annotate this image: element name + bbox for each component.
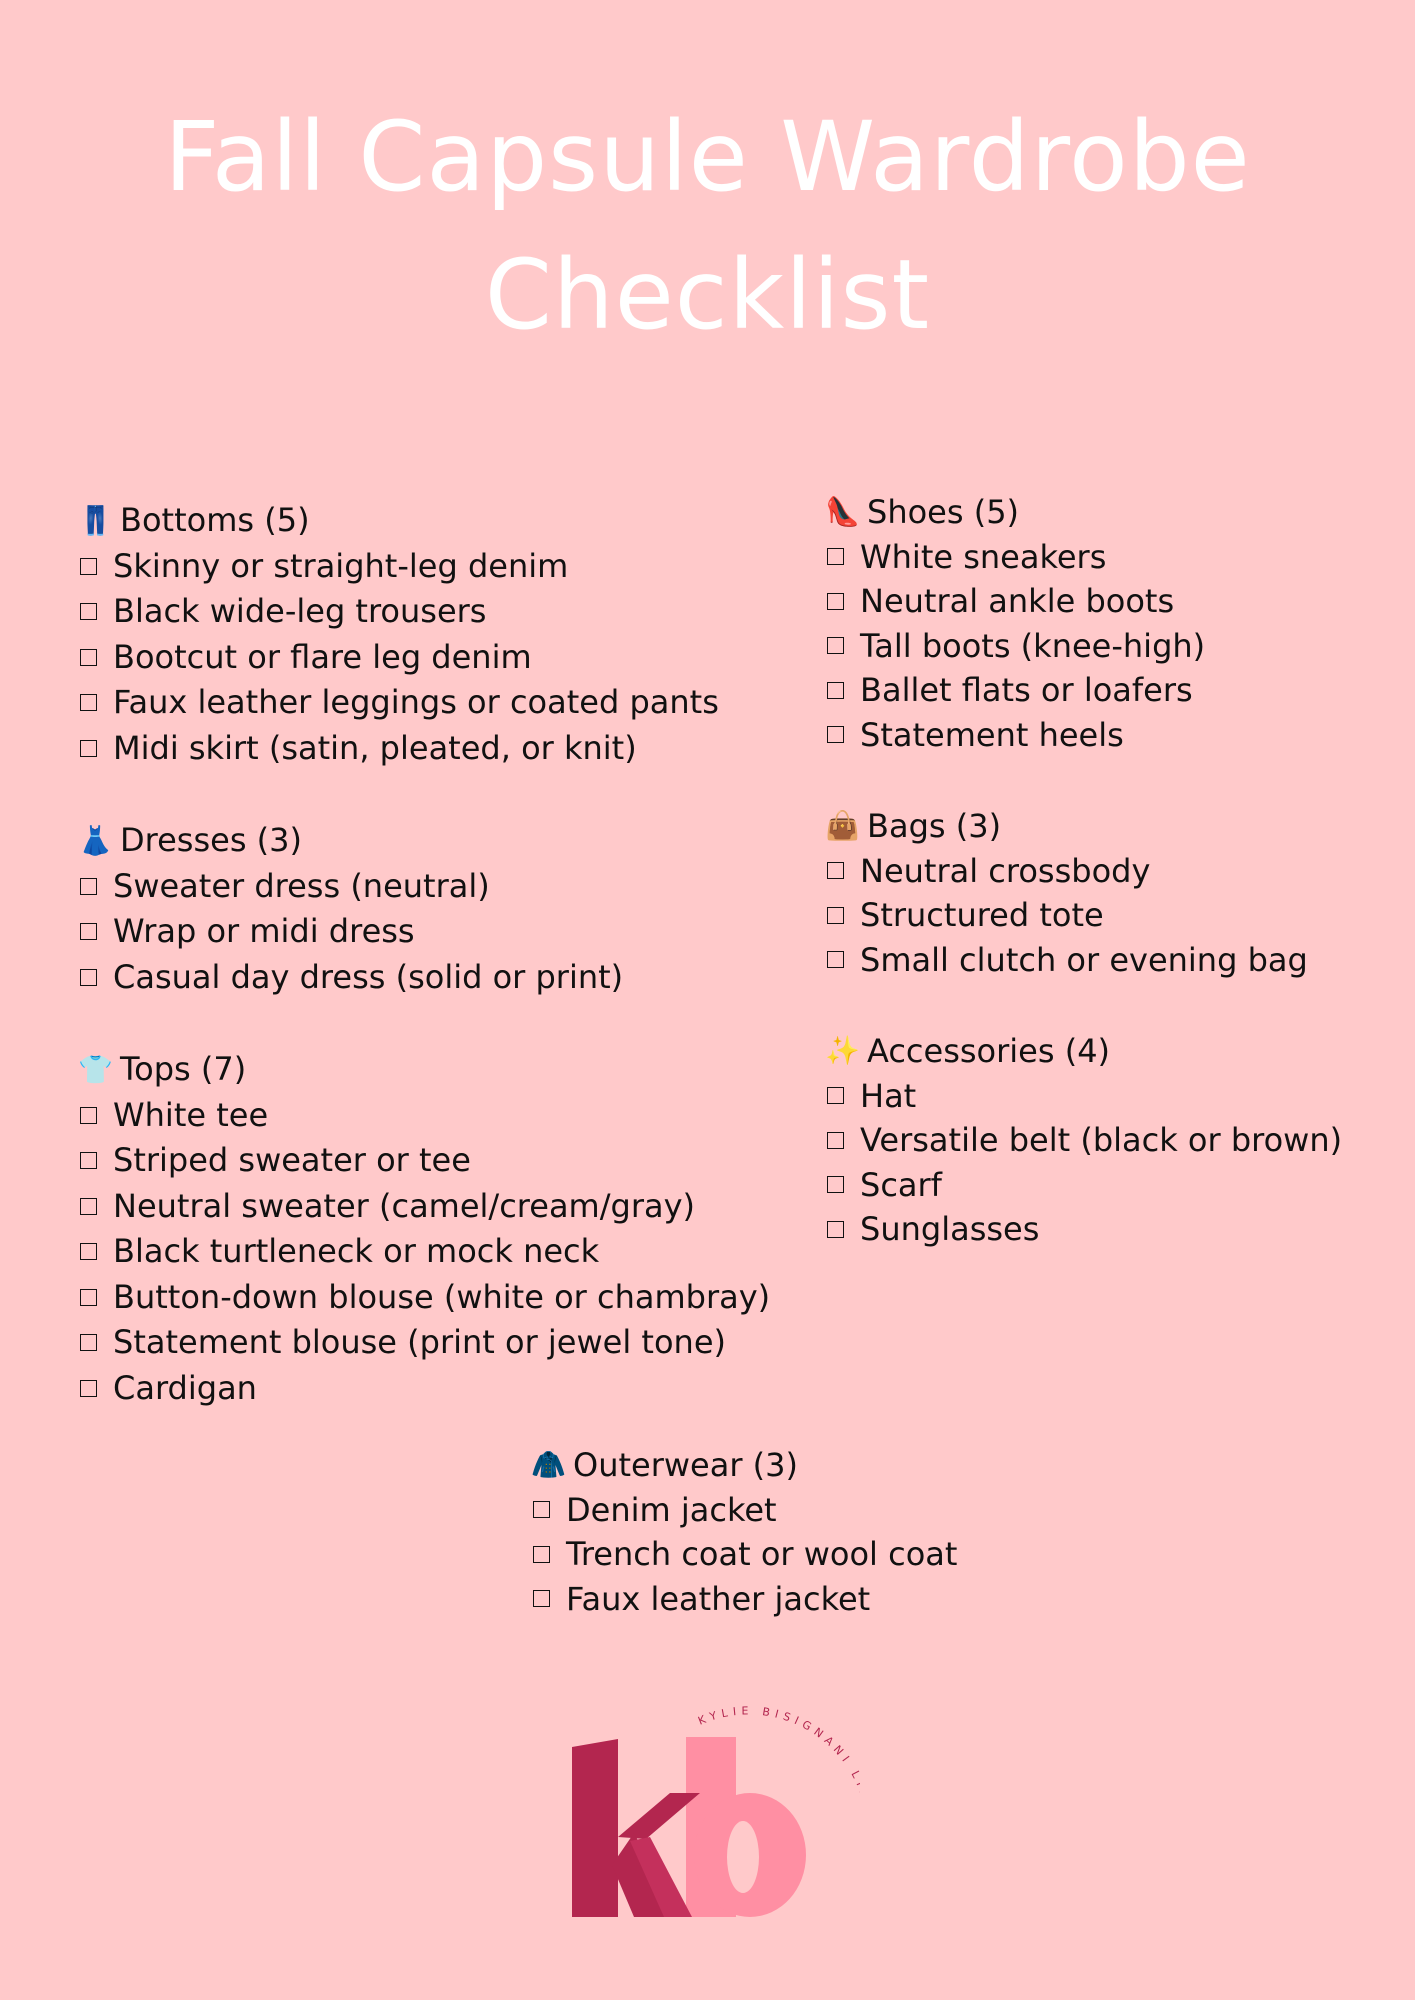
- checklist-item[interactable]: [825, 624, 1342, 669]
- right-column: [825, 490, 1342, 1299]
- checklist-item[interactable]: [531, 1532, 957, 1577]
- checklist-item[interactable]: [78, 864, 770, 910]
- checkbox[interactable]: [827, 1221, 844, 1238]
- coat-icon: 🧥: [531, 1448, 566, 1481]
- checkbox[interactable]: [533, 1501, 550, 1518]
- section-heading-label: Shoes (5): [867, 493, 1020, 531]
- checklist-item-label: Tall boots (knee-high): [860, 626, 1206, 665]
- section-heading: [531, 1443, 957, 1488]
- section-heading-label: Outerwear (3): [573, 1446, 798, 1484]
- checklist-item-label: Bootcut or flare leg denim: [113, 637, 532, 676]
- section-shoes: [825, 490, 1342, 757]
- checkbox[interactable]: [827, 548, 844, 565]
- checklist-item-label: Neutral crossbody: [860, 851, 1151, 890]
- checklist-item[interactable]: [78, 635, 770, 681]
- section-heading: [78, 498, 770, 544]
- checkbox[interactable]: [80, 694, 97, 711]
- checkbox[interactable]: [827, 593, 844, 610]
- center-column: [531, 1443, 957, 1668]
- checklist-item-label: Black wide-leg trousers: [113, 592, 487, 630]
- checklist-item[interactable]: [78, 909, 770, 955]
- checklist-item-label: Black turtleneck or mock neck: [113, 1232, 600, 1270]
- checkbox[interactable]: [827, 862, 844, 879]
- checklist-item-label: Small clutch or evening bag: [860, 940, 1308, 979]
- checkbox[interactable]: [80, 1107, 97, 1124]
- checklist-item[interactable]: [825, 1074, 1342, 1119]
- checklist-item-label: Wrap or midi dress: [113, 912, 415, 950]
- brand-logo: [560, 1705, 860, 1935]
- section-heading: [825, 804, 1342, 849]
- checklist-item-label: Structured tote: [860, 896, 1104, 934]
- checkbox[interactable]: [827, 1087, 844, 1104]
- left-column: [78, 498, 770, 1458]
- checkbox[interactable]: [80, 1380, 97, 1397]
- checkbox[interactable]: [80, 1334, 97, 1351]
- checklist-item[interactable]: [825, 849, 1342, 894]
- checkbox[interactable]: [827, 1132, 844, 1149]
- checklist-item[interactable]: [825, 713, 1342, 758]
- handbag-icon: 👜: [825, 809, 860, 842]
- checklist-item-label: Striped sweater or tee: [113, 1141, 471, 1179]
- checklist-item[interactable]: [825, 579, 1342, 624]
- checkbox[interactable]: [80, 740, 97, 757]
- section-heading: [78, 818, 770, 864]
- checklist-item-label: Ballet flats or loafers: [860, 671, 1193, 709]
- checkbox[interactable]: [80, 1198, 97, 1215]
- title-line-1: Fall Capsule Wardrobe: [164, 101, 1251, 213]
- title-line-2: Checklist: [484, 239, 931, 351]
- checkbox[interactable]: [827, 951, 844, 968]
- page-title: [0, 88, 1415, 364]
- section-heading: [825, 1029, 1342, 1074]
- checkbox[interactable]: [80, 969, 97, 986]
- checklist-item-label: Denim jacket: [566, 1490, 777, 1529]
- checklist-item-label: Button-down blouse (white or chambray): [113, 1277, 771, 1316]
- section-heading-label: Bags (3): [867, 807, 1002, 845]
- checkbox[interactable]: [80, 878, 97, 895]
- checklist-item-label: Skinny or straight-leg denim: [113, 546, 569, 585]
- checklist-item-label: Faux leather leggings or coated pants: [113, 683, 719, 721]
- checklist-item-label: White sneakers: [860, 537, 1107, 576]
- checklist-item-label: Statement blouse (print or jewel tone): [113, 1323, 726, 1361]
- checkbox[interactable]: [80, 649, 97, 666]
- checkbox[interactable]: [80, 923, 97, 940]
- section-heading-label: Dresses (3): [120, 821, 302, 859]
- logo-ring-text: KYLIE BISIGNANI: [696, 1705, 855, 1769]
- checklist-item-label: Versatile belt (black or brown): [860, 1121, 1343, 1159]
- section-dresses: [78, 818, 770, 1000]
- section-heading: [78, 1047, 770, 1093]
- checkbox[interactable]: [827, 1176, 844, 1193]
- checklist-item[interactable]: [78, 955, 770, 1001]
- checklist-item-label: Casual day dress (solid or print): [113, 957, 624, 996]
- checklist-item[interactable]: [825, 535, 1342, 580]
- checklist-item-label: Sweater dress (neutral): [113, 866, 490, 905]
- checkbox[interactable]: [80, 603, 97, 620]
- checklist-item-label: Neutral sweater (camel/cream/gray): [113, 1186, 695, 1225]
- checklist-item[interactable]: [78, 589, 770, 635]
- section-tops: [78, 1047, 770, 1411]
- checklist-item[interactable]: [531, 1488, 957, 1533]
- section-heading: [825, 490, 1342, 535]
- kb-logo-icon: [560, 1705, 860, 1935]
- section-bottoms: [78, 498, 770, 771]
- checkbox[interactable]: [80, 1243, 97, 1260]
- checklist-item-label: Trench coat or wool coat: [566, 1535, 958, 1573]
- checklist-item-label: Scarf: [860, 1165, 942, 1204]
- checkbox[interactable]: [533, 1546, 550, 1563]
- checklist-item-label: White tee: [113, 1095, 269, 1134]
- checklist-item[interactable]: [78, 1366, 770, 1412]
- logo-letter-b: [686, 1737, 806, 1917]
- checklist-item-label: Cardigan: [113, 1368, 257, 1407]
- checklist-item[interactable]: [825, 893, 1342, 938]
- checkbox[interactable]: [827, 907, 844, 924]
- sparkles-icon: ✨: [825, 1034, 860, 1067]
- checklist-item[interactable]: [825, 938, 1342, 983]
- checkbox[interactable]: [827, 682, 844, 699]
- checklist-item[interactable]: [78, 1093, 770, 1139]
- checklist-item-label: Midi skirt (satin, pleated, or knit): [113, 728, 637, 767]
- checklist-item[interactable]: [78, 726, 770, 772]
- section-heading-label: Accessories (4): [867, 1032, 1111, 1070]
- section-outerwear: [531, 1443, 957, 1621]
- checklist-item[interactable]: [78, 1184, 770, 1230]
- checklist-item[interactable]: [825, 668, 1342, 713]
- checklist-item[interactable]: [825, 1163, 1342, 1208]
- checkbox[interactable]: [827, 726, 844, 743]
- section-bags: [825, 804, 1342, 982]
- checkbox[interactable]: [827, 637, 844, 654]
- checklist-item[interactable]: [825, 1207, 1342, 1252]
- checklist-item-label: Faux leather jacket: [566, 1579, 871, 1618]
- checklist-item[interactable]: [531, 1577, 957, 1622]
- checkbox[interactable]: [80, 558, 97, 575]
- section-heading-label: Bottoms (5): [120, 501, 310, 539]
- checklist-item[interactable]: [78, 680, 770, 726]
- checkbox[interactable]: [533, 1590, 550, 1607]
- checklist-item[interactable]: [78, 1320, 770, 1366]
- checklist-item-label: Neutral ankle boots: [860, 582, 1175, 620]
- checklist-item[interactable]: [78, 1275, 770, 1321]
- dress-icon: 👗: [78, 824, 113, 857]
- checklist-item-label: Hat: [860, 1076, 917, 1115]
- checklist-item[interactable]: [78, 1138, 770, 1184]
- checklist-item-label: Statement heels: [860, 715, 1124, 754]
- checklist-item-label: Sunglasses: [860, 1210, 1040, 1248]
- checkbox[interactable]: [80, 1289, 97, 1306]
- checklist-item[interactable]: [825, 1118, 1342, 1163]
- section-heading-label: Tops (7): [120, 1050, 247, 1088]
- section-accessories: [825, 1029, 1342, 1252]
- checkbox[interactable]: [80, 1152, 97, 1169]
- checklist-item[interactable]: [78, 544, 770, 590]
- high-heel-icon: 👠: [825, 495, 860, 528]
- logo-letter-k: [572, 1739, 700, 1917]
- jeans-icon: 👖: [78, 504, 113, 537]
- shirt-icon: 👕: [78, 1053, 113, 1086]
- checklist-item[interactable]: [78, 1229, 770, 1275]
